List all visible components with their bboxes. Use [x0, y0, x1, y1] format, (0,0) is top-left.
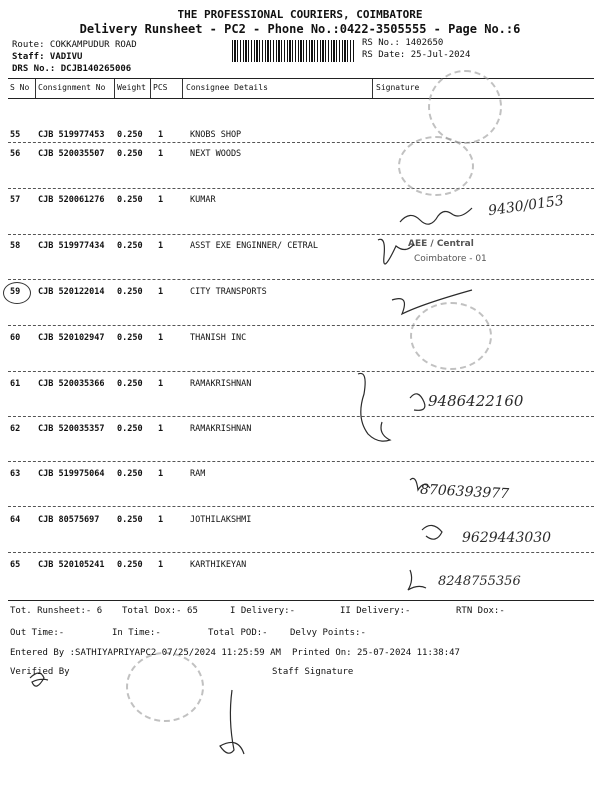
- col-consignment: Consignment No: [38, 83, 106, 92]
- row-weight: 0.250: [117, 333, 143, 343]
- row-sno: 55: [10, 130, 21, 140]
- row-consignee: KARTHIKEYAN: [190, 560, 247, 570]
- row-pcs: 1: [158, 287, 164, 297]
- route-label: Route: COKKAMPUDUR ROAD: [12, 40, 137, 50]
- row-consignment: CJB 520035507: [38, 149, 105, 159]
- handwritten-phone: 8248755356: [438, 574, 521, 589]
- row-weight: 0.250: [117, 195, 143, 205]
- printed-on: Printed On: 25-07-2024 11:38:47: [292, 648, 460, 658]
- row-consignee: RAM: [190, 469, 206, 479]
- row-pcs: 1: [158, 379, 164, 389]
- row-sno: 62: [10, 424, 21, 434]
- row-weight: 0.250: [117, 469, 143, 479]
- row-weight: 0.250: [117, 241, 143, 251]
- verified-by: Verified By: [10, 667, 70, 677]
- signature-scribble: [422, 525, 442, 539]
- rs-date: RS Date: 25-Jul-2024: [362, 50, 471, 60]
- row-consignment: CJB 520035366: [38, 379, 105, 389]
- signature-scribble: [378, 239, 414, 264]
- row-consignment: CJB 520035357: [38, 424, 105, 434]
- row-consignee: CITY TRANSPORTS: [190, 287, 267, 297]
- row-consignee: NEXT WOODS: [190, 149, 242, 159]
- signature-scribble: [392, 290, 472, 314]
- office-stamp-line2: Coimbatore - 01: [414, 254, 487, 264]
- entered-by: Entered By :SATHIYAPRIYAPC2 07/25/2024 11:25:59 AM: [10, 648, 281, 658]
- row-consignment: CJB 520122014: [38, 287, 105, 297]
- row-consignment: CJB 520061276: [38, 195, 105, 205]
- row-consignee: ASST EXE ENGINNER/ CETRAL: [190, 241, 318, 251]
- col-weight: Weight: [117, 83, 146, 92]
- handwritten-phone: 8706393977: [419, 481, 510, 503]
- staff-signature: Staff Signature: [272, 667, 354, 677]
- delvy-points: Delvy Points:-: [290, 628, 366, 638]
- col-sno: S No: [10, 83, 30, 92]
- row-consignment: CJB 519977453: [38, 130, 105, 140]
- row-consignment: CJB 519975064: [38, 469, 105, 479]
- rs-number: RS No.: 1402650: [362, 38, 444, 48]
- company-title: THE PROFESSIONAL COURIERS, COIMBATORE: [177, 8, 423, 21]
- row-weight: 0.250: [117, 560, 143, 570]
- rtn-dox: RTN Dox:-: [456, 606, 505, 616]
- row-consignee: THANISH INC: [190, 333, 247, 343]
- row-sno: 57: [10, 195, 21, 205]
- row-weight: 0.250: [117, 149, 143, 159]
- row-sno: 58: [10, 241, 21, 251]
- ii-delivery: II Delivery:-: [340, 606, 411, 616]
- handwritten-phone: 9629443030: [462, 530, 552, 546]
- row-weight: 0.250: [117, 287, 143, 297]
- row-pcs: 1: [158, 130, 164, 140]
- i-delivery: I Delivery:-: [230, 606, 296, 616]
- row-consignment: CJB 519977434: [38, 241, 105, 251]
- handwritten-phone: 9486422160: [428, 392, 524, 410]
- col-signature: Signature: [376, 83, 420, 92]
- col-pcs: PCS: [153, 83, 168, 92]
- row-sno: 59: [10, 287, 21, 297]
- signature-scribble: [400, 208, 472, 224]
- row-consignment: CJB 520105241: [38, 560, 105, 570]
- row-pcs: 1: [158, 195, 164, 205]
- row-pcs: 1: [158, 469, 164, 479]
- row-weight: 0.250: [117, 424, 143, 434]
- row-sno: 61: [10, 379, 21, 389]
- total-pod: Total POD:-: [208, 628, 268, 638]
- row-sno: 60: [10, 333, 21, 343]
- row-pcs: 1: [158, 424, 164, 434]
- signature-scribble: [410, 478, 430, 490]
- out-time: Out Time:-: [10, 628, 65, 638]
- signature-scribble: [358, 373, 390, 441]
- row-pcs: 1: [158, 149, 164, 159]
- row-consignment: CJB 520102947: [38, 333, 105, 343]
- drs-number: DRS No.: DCJB140265006: [12, 64, 132, 74]
- row-consignee: RAMAKRISHNAN: [190, 379, 252, 389]
- total-dox: Total Dox:- 65: [122, 606, 198, 616]
- tot-runsheet: Tot. Runsheet:- 6: [10, 606, 103, 616]
- row-pcs: 1: [158, 333, 164, 343]
- row-consignee: RAMAKRISHNAN: [190, 424, 252, 434]
- row-pcs: 1: [158, 241, 164, 251]
- row-sno: 64: [10, 515, 21, 525]
- signature-scribble: [220, 690, 244, 754]
- signature-scribble: [408, 570, 426, 590]
- handwritten-phone: 9430/0153: [487, 192, 565, 220]
- row-pcs: 1: [158, 515, 164, 525]
- in-time: In Time:-: [112, 628, 161, 638]
- row-consignee: JOTHILAKSHMI: [190, 515, 252, 525]
- staff-label: Staff: VADIVU: [12, 52, 83, 62]
- row-sno: 65: [10, 560, 21, 570]
- row-weight: 0.250: [117, 515, 143, 525]
- office-stamp-line1: AEE / Central: [408, 239, 474, 249]
- row-sno: 56: [10, 149, 21, 159]
- row-consignee: KNOBS SHOP: [190, 130, 242, 140]
- col-consignee: Consignee Details: [186, 83, 268, 92]
- row-consignment: CJB 80575697: [38, 515, 100, 525]
- row-pcs: 1: [158, 560, 164, 570]
- row-weight: 0.250: [117, 130, 143, 140]
- row-weight: 0.250: [117, 379, 143, 389]
- runsheet-title: Delivery Runsheet - PC2 - Phone No.:0422-3505555 - Page No.:6: [79, 22, 521, 36]
- signature-scribble: [410, 394, 425, 411]
- row-sno: 63: [10, 469, 21, 479]
- row-consignee: KUMAR: [190, 195, 216, 205]
